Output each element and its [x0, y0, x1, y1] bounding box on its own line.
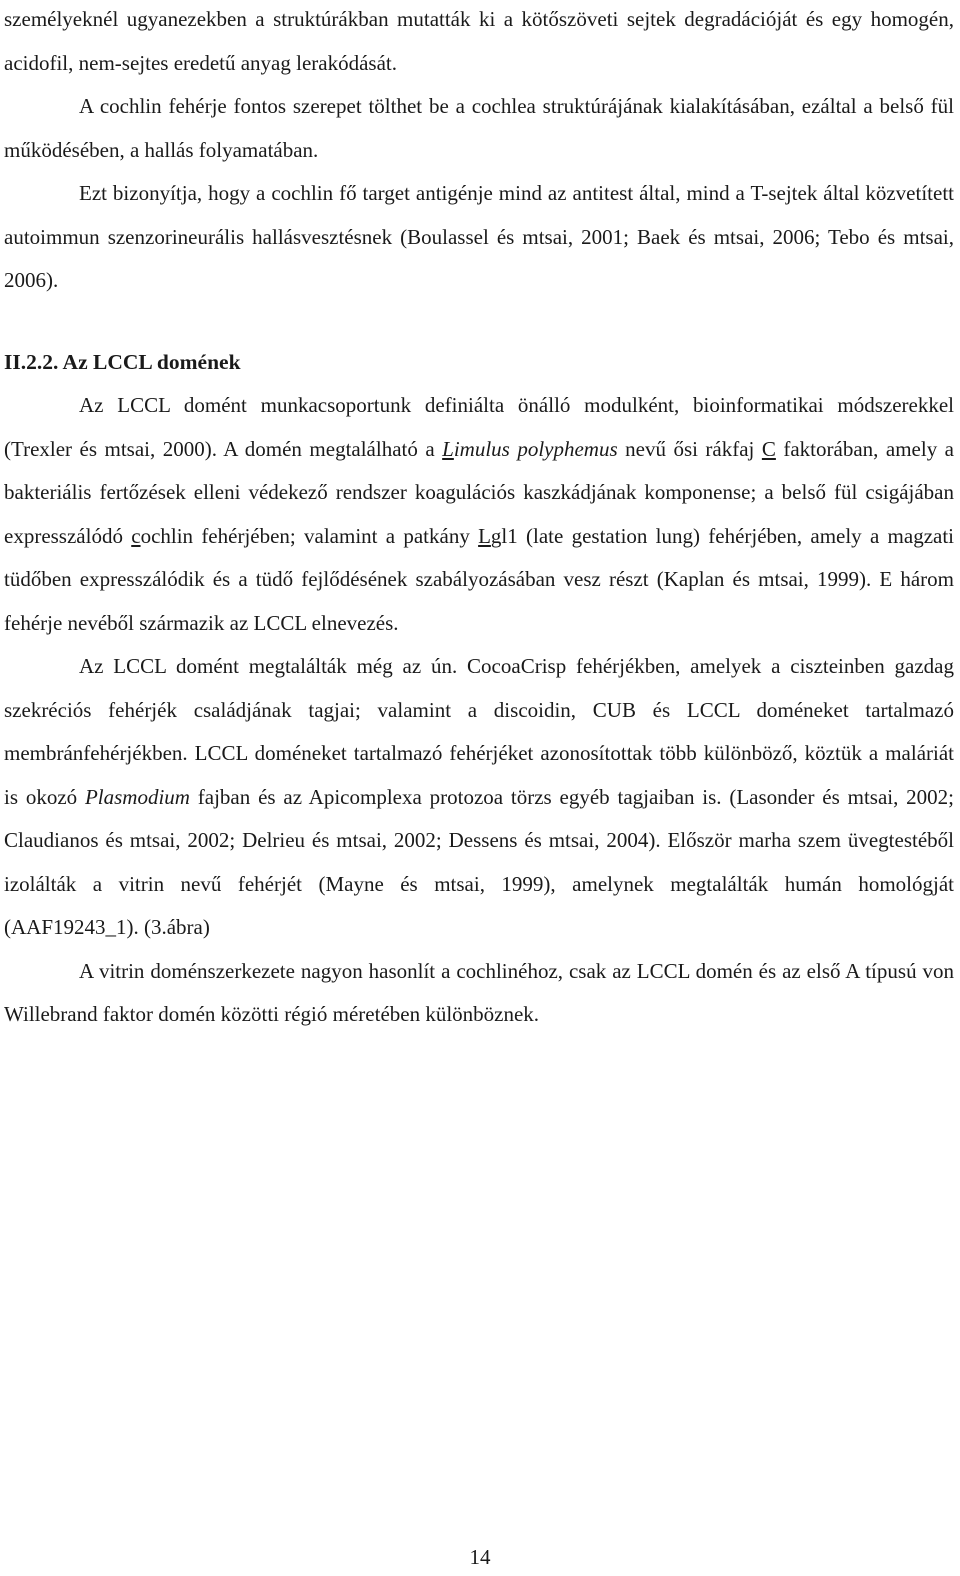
- section-heading: II.2.2. Az LCCL domének: [4, 349, 241, 374]
- paragraph-cochlin-antigen: Ezt bizonyítja, hogy a cochlin fő target antigénje mind az antitest által, mind a T-sejtek által közvetített autoimmun szenzorineurális hallásvesztésnek (Boulassel és mtsai, 2001; Baek és mtsai, 2006; Tebo és mtsai, 2006).: [4, 181, 954, 292]
- paragraph-continuation: személyeknél ugyanezekben a struktúrákban mutatták ki a kötőszöveti sejtek degradációját és egy homogén, acidofil, nem-sejtes eredetű anyag lerakódását.: [4, 7, 954, 75]
- text-run: fajban és az Apicomplexa protozoa törzs egyéb tagjaiban is. (Lasonder és mtsai, 2002; Claudianos és mtsai, 2002; Delrieu és mtsai, 2002; Dessens és mtsai, 2004). Először marha szem üvegtestéből izolálták a vitrin nevű fehérjét (Mayne és mtsai, 1999), amelynek megtalálták humán homológját (AAF19243_1). (3.ábra): [4, 784, 955, 939]
- paragraph-cochlin-role: A cochlin fehérje fontos szerepet tölthet be a cochlea struktúrájának kialakításában, ezáltal a belső fül működésében, a hallás folyamatában.: [4, 94, 954, 162]
- underlined-letter: L: [478, 523, 491, 548]
- paragraph-lccl-definition: [4, 384, 954, 645]
- genus-name: Plasmodium: [84, 784, 190, 809]
- species-name: [442, 437, 618, 461]
- underlined-letter: c: [131, 523, 141, 548]
- paragraph-lccl-occurrence: [4, 645, 954, 950]
- text-run: faktorában, amely a bakteriális fertőzések elleni védekező rendszer koagulációs kaszkádjának komponense; a belső fül csigájában expresszálódó: [4, 436, 954, 548]
- underlined-letter: C: [761, 436, 776, 461]
- text-run: gl1 (late gestation lung) fehérjében, amely a magzati tüdőben expresszálódik és a tüdő fejlődésének szabályozásában vesz részt (Kaplan és mtsai, 1999). E három fehérje nevéből származik az LCCL elnevezés.: [4, 523, 954, 635]
- text-run: imulus polyphemus: [453, 436, 618, 461]
- page-number: 14: [469, 1545, 491, 1569]
- text-run: Az LCCL domént megtalálták még az ún. CocoaCrisp fehérjékben, amelyek a ciszteinben gazdag szekréciós fehérjék családjának tagjai; valamint a discoidin, CUB és LCCL doméneket tartalmazó membránfehérjékben. LCCL doméneket tartalmazó fehérjéket azonosítottak több különböző, köztük a maláriát is okozó: [4, 654, 954, 809]
- text-run: nevű ősi rákfaj: [617, 436, 762, 461]
- paragraph-vitrin: A vitrin doménszerkezete nagyon hasonlít a cochlinéhoz, csak az LCCL domén és az első A típusú von Willebrand faktor domén közötti régió méretében különböznek.: [4, 958, 954, 1026]
- underlined-letter: L: [442, 436, 454, 461]
- document-page: [4, 0, 954, 1037]
- text-run: ochlin fehérjében; valamint a patkány: [140, 523, 479, 548]
- text-run: Az LCCL domént munkacsoportunk definiálta önálló modulként, bioinformatikai módszerekkel (Trexler és mtsai, 2000). A domén megtalálható a: [4, 393, 954, 461]
